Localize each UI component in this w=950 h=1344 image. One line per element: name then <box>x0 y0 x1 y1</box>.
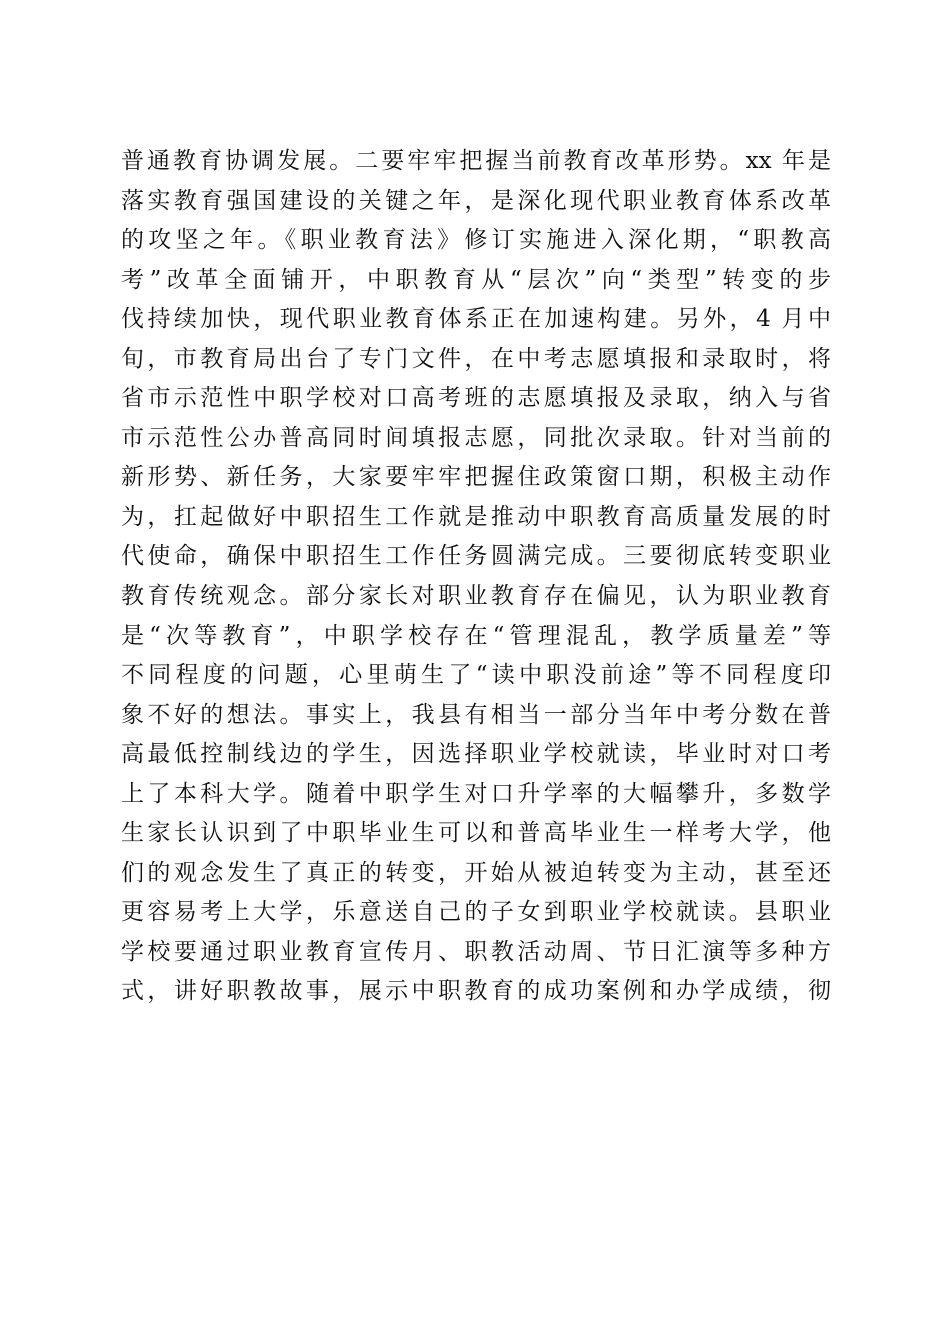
text-line: 市示范性公办普高同时间填报志愿，同批次录取。针对当前的 <box>121 424 831 451</box>
text-line: 不同程度的问题，心里萌生了“读中职没前途”等不同程度印 <box>121 662 831 689</box>
text-line: 更容易考上大学，乐意送自己的子女到职业学校就读。县职业 <box>121 899 831 926</box>
text-line: 高最低控制线边的学生，因选择职业学校就读，毕业时对口考 <box>121 741 831 768</box>
text-line: 教育传统观念。部分家长对职业教育存在偏见，认为职业教育 <box>121 583 831 610</box>
text-line: 是“次等教育”，中职学校存在“管理混乱，教学质量差”等 <box>121 622 831 649</box>
text-line: 普通教育协调发展。二要牢牢把握当前教育改革形势。xx 年是 <box>121 148 831 174</box>
text-line: 学校要通过职业教育宣传月、职教活动周、节日汇演等多种方 <box>121 938 831 965</box>
text-line: 上了本科大学。随着中职学生对口升学率的大幅攀升，多数学 <box>121 780 831 807</box>
body-text <box>121 142 831 1012</box>
text-line: 新形势、新任务，大家要牢牢把握住政策窗口期，积极主动作 <box>121 464 831 491</box>
text-line: 伐持续加快，现代职业教育体系正在加速构建。另外，4 月中 <box>121 306 831 333</box>
text-line: 考”改革全面铺开，中职教育从“层次”向“类型”转变的步 <box>121 266 831 293</box>
text-line: 象不好的想法。事实上，我县有相当一部分当年中考分数在普 <box>121 701 831 728</box>
text-line: 为，扛起做好中职招生工作就是推动中职教育高质量发展的时 <box>121 503 831 530</box>
text-line: 式，讲好职教故事，展示中职教育的成功案例和办学成绩，彻 <box>121 978 831 1005</box>
text-line: 旬，市教育局出台了专门文件，在中考志愿填报和录取时，将 <box>121 345 831 372</box>
text-line: 们的观念发生了真正的转变，开始从被迫转变为主动，甚至还 <box>121 859 831 886</box>
text-line: 生家长认识到了中职毕业生可以和普高毕业生一样考大学，他 <box>121 820 831 847</box>
text-line: 省市示范性中职学校对口高考班的志愿填报及录取，纳入与省 <box>121 385 831 412</box>
text-line: 落实教育强国建设的关键之年，是深化现代职业教育体系改革 <box>121 187 831 214</box>
text-line: 的攻坚之年。《职业教育法》修订实施进入深化期，“职教高 <box>121 227 831 254</box>
text-line: 代使命，确保中职招生工作任务圆满完成。三要彻底转变职业 <box>121 543 831 570</box>
